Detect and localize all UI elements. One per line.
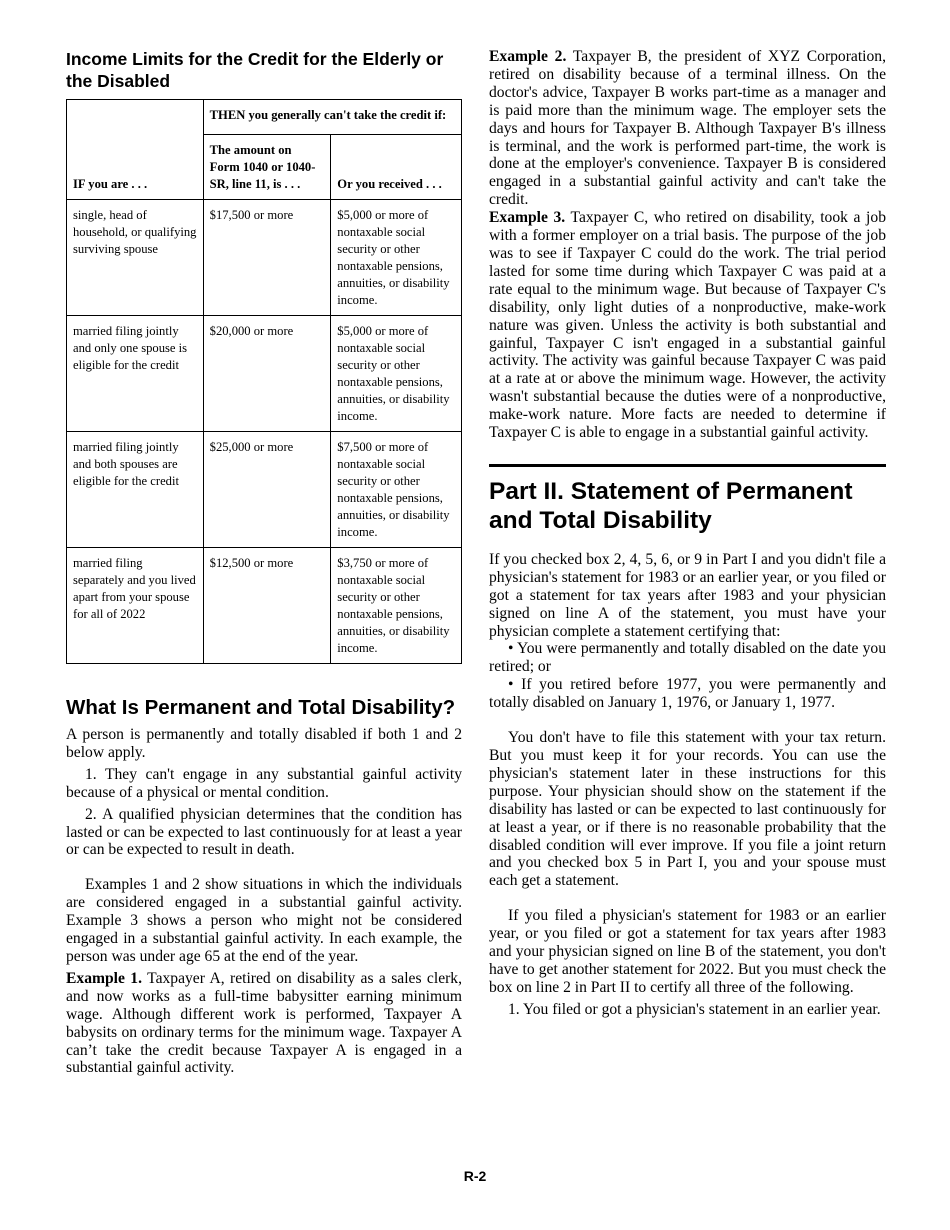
- example-3-text: Taxpayer C, who retired on disability, took a job with a former employer on a trial basis. The purpose of the job was to see if Taxpayer C could do the work. The trial period lasted for some time during which Taxpayer C was paid at a rate equal to the minimum wage. But because of Taxpayer C's disability, only light duties of a nonproductive, make-work nature was given. Unless the activity is both substantial and gainful, Taxpayer C isn't engaged in a substantial gainful activity. The activity was gainful because Taxpayer C was paid at a rate at or above the minimum wage. However, the activity wasn't substantial because the duties were of a nonproductive, make-work nature. More facts are needed to determine if Taxpayer C is able to engage in a substantial gainful activity.: [489, 209, 886, 442]
- example-3-label: Example 3.: [489, 209, 566, 227]
- header-received: Or you received . . .: [331, 135, 462, 200]
- example-2-label: Example 2.: [489, 48, 567, 65]
- amount-cell: $25,000 or more: [203, 432, 331, 548]
- example-1-label: Example 1.: [66, 969, 143, 987]
- table-row: [67, 548, 462, 664]
- header-then: THEN you generally can't take the credit if:: [203, 100, 461, 135]
- part-2-paragraph-3: If you filed a physician's statement for 1983 or an earlier year, or you filed or got a statement for tax years after 1983 and your physician signed on line B of the statement, you don't have to get another statement for 2022. But you must check the box on line 2 in Part II to certify all three of the following.: [489, 907, 886, 996]
- amount-cell: $20,000 or more: [203, 316, 331, 432]
- part-2-item-1: 1. You filed or got a physician's statement in an earlier year.: [508, 1000, 881, 1018]
- page-number: R-2: [463, 1168, 487, 1184]
- header-if-you-are: IF you are . . .: [67, 100, 204, 200]
- bullet-retired: • You were permanently and totally disabled on the date you retired; or: [489, 640, 886, 676]
- left-column: [66, 48, 462, 1077]
- income-limits-table: [66, 99, 462, 664]
- amount-cell: $12,500 or more: [203, 548, 331, 664]
- part-2-heading: Part II. Statement of Permanent and Total Disability: [489, 477, 853, 534]
- table-title: Income Limits for the Credit for the Elderly or the Disabled: [66, 49, 444, 91]
- amount-cell: $17,500 or more: [203, 200, 331, 316]
- example-1: [66, 970, 462, 1077]
- filing-status-cell: married filing separately and you lived apart from your spouse for all of 2022: [67, 548, 204, 664]
- disability-item-1: 1. They can't engage in any substantial gainful activity because of a physical or mental condition.: [66, 765, 462, 801]
- part-2-paragraph-2: You don't have to file this statement with your tax return. But you must keep it for your records. You can use the physician's statement later in these instructions for this purpose. Your physician should show on the statement if the disability has lasted or can be expected to last continuously for at least a year, or if there is no reasonable probability that the disabled condition will ever improve. If you file a joint return and you checked box 5 in Part I, you and your spouse must each get a statement.: [489, 729, 886, 890]
- received-cell: $5,000 or more of nontaxable social security or other nontaxable pensions, annuities, or disability income.: [331, 200, 462, 316]
- table-row: [67, 316, 462, 432]
- part-2-paragraph-1: If you checked box 2, 4, 5, 6, or 9 in Part I and you didn't file a physician's statement for 1983 or an earlier year, or you filed or got a statement for tax years after 1983 and your physician signed on line A of the statement, you must have your physician complete a statement certifying that:: [489, 550, 886, 640]
- disability-heading: What Is Permanent and Total Disability?: [66, 696, 456, 719]
- disability-item-2: 2. A qualified physician determines that the condition has lasted or can be expected to last continuously for at least a year or can be expected to result in death.: [66, 805, 462, 859]
- example-2: [489, 48, 886, 209]
- table-row: [67, 432, 462, 548]
- received-cell: $5,000 or more of nontaxable social security or other nontaxable pensions, annuities, or disability income.: [331, 316, 462, 432]
- example-1-text: Taxpayer A, retired on disability as a sales clerk, and now works as a full-time babysitter earning minimum wage. Although different work is performed, Taxpayer A babysits on ordinary terms for the minimum wage. Taxpayer A can’t take the credit because Taxpayer A is engaged in a substantial gainful activity.: [66, 969, 463, 1077]
- filing-status-cell: married filing jointly and both spouses are eligible for the credit: [67, 432, 204, 548]
- bullet-before-1977: • If you retired before 1977, you were permanently and totally disabled on January 1, 1976, or January 1, 1977.: [489, 676, 886, 712]
- example-2-text: Taxpayer B, the president of XYZ Corporation, retired on disability because of a terminal illness. On the doctor's advice, Taxpayer B works part-time as a manager and is paid more than the minimum wage. The employer sets the days and hours for Taxpayer B. Although Taxpayer B's illness is terminal, and the work is performed part-time, the work is done at the employer's convenience. Taxpayer B is considered engaged in a substantial gainful activity and can't take the credit.: [489, 48, 886, 209]
- examples-intro: Examples 1 and 2 show situations in which the individuals are considered engaged in a substantial gainful activity. Example 3 shows a person who might not be considered engaged in a substantial gainful activity. In each example, the person was under age 65 at the end of the year.: [66, 876, 462, 965]
- received-cell: $7,500 or more of nontaxable social security or other nontaxable pensions, annuities, or disability income.: [331, 432, 462, 548]
- section-divider: [489, 464, 886, 467]
- header-amount: The amount on Form 1040 or 1040-SR, line 11, is . . .: [203, 135, 331, 200]
- table-row: [67, 200, 462, 316]
- received-cell: $3,750 or more of nontaxable social security or other nontaxable pensions, annuities, or disability income.: [331, 548, 462, 664]
- right-column: [489, 48, 886, 1019]
- disability-intro: A person is permanently and totally disabled if both 1 and 2 below apply.: [66, 726, 462, 761]
- filing-status-cell: single, head of household, or qualifying surviving spouse: [67, 200, 204, 316]
- filing-status-cell: married filing jointly and only one spouse is eligible for the credit: [67, 316, 204, 432]
- example-3: [489, 209, 886, 442]
